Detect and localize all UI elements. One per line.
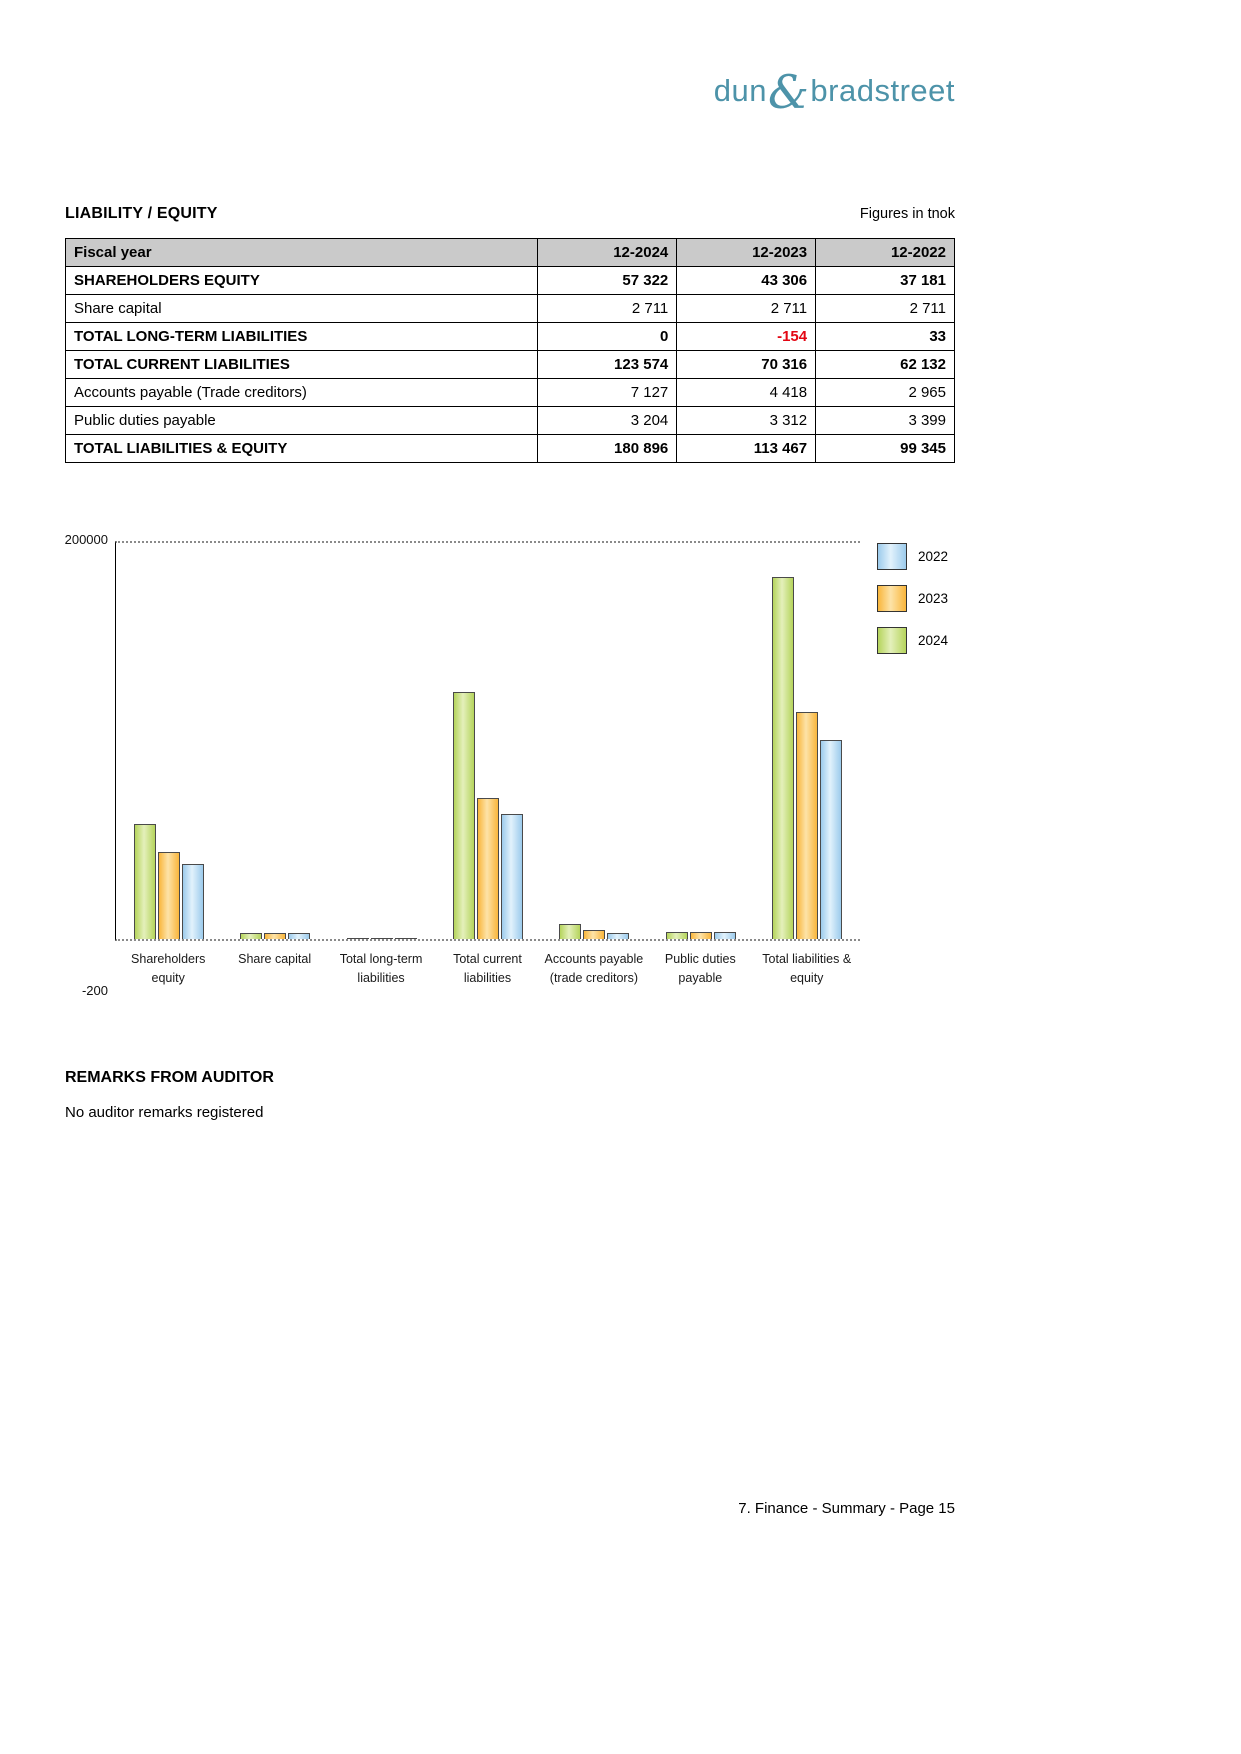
row-value-cell: 62 132 xyxy=(816,351,955,379)
row-value-cell: 123 574 xyxy=(538,351,677,379)
chart-plot xyxy=(115,541,860,941)
table-row xyxy=(66,407,955,435)
bar-2024 xyxy=(453,692,475,939)
legend-label: 2024 xyxy=(918,633,949,648)
category-label-line: payable xyxy=(678,971,723,986)
dnb-logo xyxy=(65,65,955,119)
bar-2023 xyxy=(264,933,286,939)
bar-group xyxy=(754,577,860,939)
row-value-cell: 2 965 xyxy=(816,379,955,407)
chart-legend xyxy=(877,541,948,669)
bar-2024 xyxy=(772,577,794,939)
legend-swatch-2022 xyxy=(877,543,907,570)
legend-item xyxy=(877,627,948,654)
category-label-line: equity xyxy=(151,971,185,986)
category-label-line: Accounts payable xyxy=(544,952,644,966)
category-label xyxy=(434,950,540,989)
fiscal-year-header-cell: Fiscal year xyxy=(66,239,538,267)
year-column-header: 12-2022 xyxy=(816,239,955,267)
section-title: LIABILITY / EQUITY xyxy=(65,205,218,222)
row-value-cell: 3 204 xyxy=(538,407,677,435)
row-value-cell: 3 399 xyxy=(816,407,955,435)
row-value-cell: 70 316 xyxy=(677,351,816,379)
legend-item xyxy=(877,543,948,570)
bar-2023 xyxy=(477,798,499,939)
category-label xyxy=(221,950,327,989)
row-value-cell: 43 306 xyxy=(677,267,816,295)
report-content xyxy=(65,0,955,1121)
category-label-line: Total liabilities & xyxy=(762,952,852,966)
legend-label: 2022 xyxy=(918,549,949,564)
figures-unit-note: Figures in tnok xyxy=(859,206,955,222)
bar-2023 xyxy=(158,852,180,939)
category-label-line: Total long-term xyxy=(339,952,423,966)
category-label-line: Share capital xyxy=(238,952,312,966)
category-label-line: Public duties xyxy=(664,952,736,966)
category-label-line: liabilities xyxy=(357,971,405,986)
category-label-line: equity xyxy=(790,971,824,986)
table-row xyxy=(66,267,955,295)
row-value-cell: 33 xyxy=(816,323,955,351)
category-label xyxy=(541,950,647,989)
section-heading-row xyxy=(65,205,955,223)
bar-group xyxy=(435,692,541,939)
row-label-cell: Accounts payable (Trade creditors) xyxy=(66,379,538,407)
bar-group xyxy=(329,938,435,939)
table-row xyxy=(66,295,955,323)
row-value-cell: 2 711 xyxy=(816,295,955,323)
row-value-cell: 113 467 xyxy=(677,435,816,463)
year-column-header: 12-2023 xyxy=(677,239,816,267)
table-row xyxy=(66,379,955,407)
year-column-header: 12-2024 xyxy=(538,239,677,267)
bar-2024 xyxy=(240,933,262,939)
row-label-cell: SHAREHOLDERS EQUITY xyxy=(66,267,538,295)
category-label-line: Total current xyxy=(453,952,522,966)
logo-word-bradstreet: bradstreet xyxy=(810,73,955,108)
table-header-row xyxy=(66,239,955,267)
category-label-line: liabilities xyxy=(463,971,512,986)
legend-item xyxy=(877,585,948,612)
row-value-cell: 180 896 xyxy=(538,435,677,463)
bar-group xyxy=(222,933,328,939)
bar-2023 xyxy=(583,930,605,939)
bar-2024 xyxy=(666,932,688,939)
auditor-remarks-title: REMARKS FROM AUDITOR xyxy=(65,1068,274,1086)
bar-2022 xyxy=(820,740,842,939)
row-label-cell: TOTAL LONG-TERM LIABILITIES xyxy=(66,323,538,351)
liability-equity-table xyxy=(65,238,955,463)
category-label xyxy=(328,950,434,989)
row-label-cell: TOTAL CURRENT LIABILITIES xyxy=(66,351,538,379)
legend-label: 2023 xyxy=(918,591,949,606)
legend-swatch-2023 xyxy=(877,585,907,612)
row-value-cell: 57 322 xyxy=(538,267,677,295)
bar-2022 xyxy=(714,932,736,939)
y-axis-max-label: 200000 xyxy=(64,532,108,547)
row-label-cell: Public duties payable xyxy=(66,407,538,435)
bar-2022 xyxy=(182,864,204,939)
row-value-cell: 3 312 xyxy=(677,407,816,435)
legend-swatch-2024 xyxy=(877,627,907,654)
row-value-cell: 99 345 xyxy=(816,435,955,463)
row-value-cell: -154 xyxy=(677,323,816,351)
y-axis-min-label: -200 xyxy=(81,982,108,998)
row-value-cell: 2 711 xyxy=(538,295,677,323)
bar-2023 xyxy=(690,932,712,939)
category-label xyxy=(754,950,860,989)
bar-2023 xyxy=(371,938,393,939)
row-value-cell: 2 711 xyxy=(677,295,816,323)
row-value-cell: 0 xyxy=(538,323,677,351)
logo-word-dun: dun xyxy=(713,73,767,108)
bar-2022 xyxy=(395,938,417,939)
auditor-remarks-text: No auditor remarks registered xyxy=(65,1103,264,1121)
category-label-line: Shareholders xyxy=(131,952,206,966)
bar-2024 xyxy=(134,824,156,939)
table-row xyxy=(66,435,955,463)
row-value-cell: 37 181 xyxy=(816,267,955,295)
chart-plot-area xyxy=(64,532,860,998)
bar-2022 xyxy=(288,933,310,939)
liability-equity-chart xyxy=(64,532,955,998)
bar-group xyxy=(541,924,647,939)
table-row xyxy=(66,323,955,351)
table-row xyxy=(66,351,955,379)
page-footer: 7. Finance - Summary - Page 15 xyxy=(738,1500,955,1517)
bar-2024 xyxy=(559,924,581,939)
logo-ampersand-icon: & xyxy=(767,65,810,119)
category-label xyxy=(647,950,753,989)
bar-2022 xyxy=(607,933,629,939)
chart-category-labels xyxy=(115,950,860,989)
row-label-cell: Share capital xyxy=(66,295,538,323)
auditor-remarks-section xyxy=(65,1069,955,1121)
row-value-cell: 4 418 xyxy=(677,379,816,407)
row-value-cell: 7 127 xyxy=(538,379,677,407)
category-label-line: (trade creditors) xyxy=(549,971,639,986)
row-label-cell: TOTAL LIABILITIES & EQUITY xyxy=(66,435,538,463)
bar-2022 xyxy=(501,814,523,939)
bar-2024 xyxy=(347,938,369,939)
category-label xyxy=(115,950,221,989)
bar-group xyxy=(116,824,222,939)
bar-2023 xyxy=(796,712,818,939)
bar-group xyxy=(647,932,753,939)
